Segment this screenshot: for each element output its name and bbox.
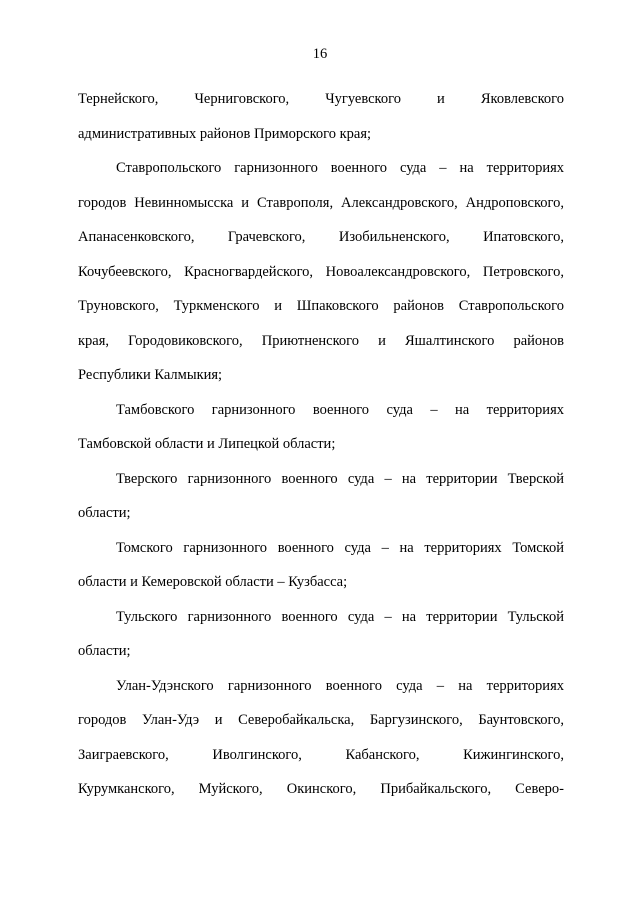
- text-line: Тверского гарнизонного военного суда – на территории Тверской: [116, 470, 564, 487]
- text-line: городов Улан-Удэ и Северобайкальска, Баргузинского, Баунтовского,: [78, 712, 564, 728]
- text-line: Заиграевского, Иволгинского, Кабанского, Кижингинского,: [78, 746, 564, 763]
- text-line: Кочубеевского, Красногвардейского, Новоалександровского, Петровского,: [78, 263, 564, 280]
- text-line: Тернейского, Черниговского, Чугуевского и Яковлевского: [78, 91, 564, 107]
- text-line: Улан-Удэнского гарнизонного военного суда – на территориях: [116, 677, 564, 694]
- text-line: области и Кемеровской области – Кузбасса;: [78, 574, 348, 590]
- text-line: городов Невинномысска и Ставрополя, Александровского, Андроповского,: [78, 194, 564, 211]
- document-body: [78, 82, 564, 807]
- text-line: области;: [78, 505, 131, 521]
- text-line: края, Городовиковского, Приютненского и Яшалтинского районов: [78, 332, 564, 349]
- page-number: 16: [312, 46, 328, 62]
- text-line: Тамбовского гарнизонного военного суда – на территориях: [116, 401, 564, 418]
- text-line: Республики Калмыкия;: [78, 367, 223, 383]
- text-line: Тульского гарнизонного военного суда – на территории Тульской: [116, 608, 564, 625]
- text-line: Труновского, Туркменского и Шпаковского районов Ставропольского: [78, 298, 564, 314]
- text-line: Курумканского, Муйского, Окинского, Прибайкальского, Северо-: [78, 781, 564, 797]
- text-line: Тамбовской области и Липецкой области;: [78, 436, 336, 452]
- text-line: Ставропольского гарнизонного военного суда – на территориях: [116, 160, 564, 176]
- text-line: Томского гарнизонного военного суда – на территориях Томской: [116, 539, 564, 556]
- text-line: Апанасенковского, Грачевского, Изобильненского, Ипатовского,: [78, 229, 564, 245]
- text-line: административных районов Приморского края;: [78, 125, 372, 142]
- text-line: области;: [78, 643, 131, 659]
